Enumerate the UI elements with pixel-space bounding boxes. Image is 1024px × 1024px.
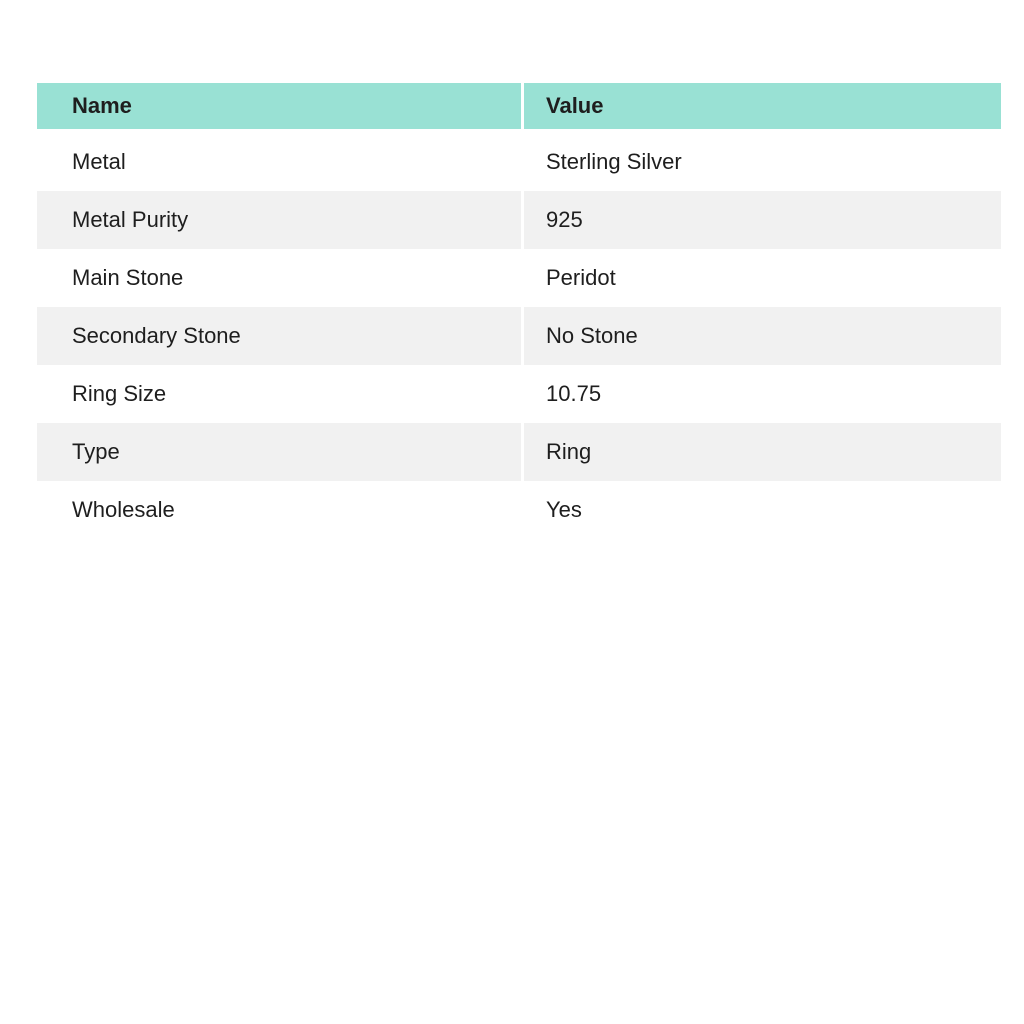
column-header-name: Name xyxy=(37,83,521,133)
row-name-cell: Type xyxy=(37,423,521,481)
table-row xyxy=(37,307,1001,365)
row-name-cell: Secondary Stone xyxy=(37,307,521,365)
row-value-cell: 925 xyxy=(521,191,1001,249)
row-value-cell: No Stone xyxy=(521,307,1001,365)
table-row xyxy=(37,481,1001,539)
header-row xyxy=(37,83,1001,133)
row-value-cell: Peridot xyxy=(521,249,1001,307)
table-row xyxy=(37,191,1001,249)
column-header-value: Value xyxy=(521,83,1001,133)
table-row xyxy=(37,423,1001,481)
row-name-cell: Wholesale xyxy=(37,481,521,539)
table-row xyxy=(37,365,1001,423)
row-name-cell: Metal xyxy=(37,133,521,191)
row-value-cell: 10.75 xyxy=(521,365,1001,423)
row-value-cell: Sterling Silver xyxy=(521,133,1001,191)
product-details-table xyxy=(37,83,1001,539)
table-row xyxy=(37,249,1001,307)
table-body xyxy=(37,133,1001,539)
table-header xyxy=(37,83,1001,133)
row-name-cell: Main Stone xyxy=(37,249,521,307)
row-name-cell: Metal Purity xyxy=(37,191,521,249)
row-value-cell: Yes xyxy=(521,481,1001,539)
table-row xyxy=(37,133,1001,191)
row-name-cell: Ring Size xyxy=(37,365,521,423)
row-value-cell: Ring xyxy=(521,423,1001,481)
